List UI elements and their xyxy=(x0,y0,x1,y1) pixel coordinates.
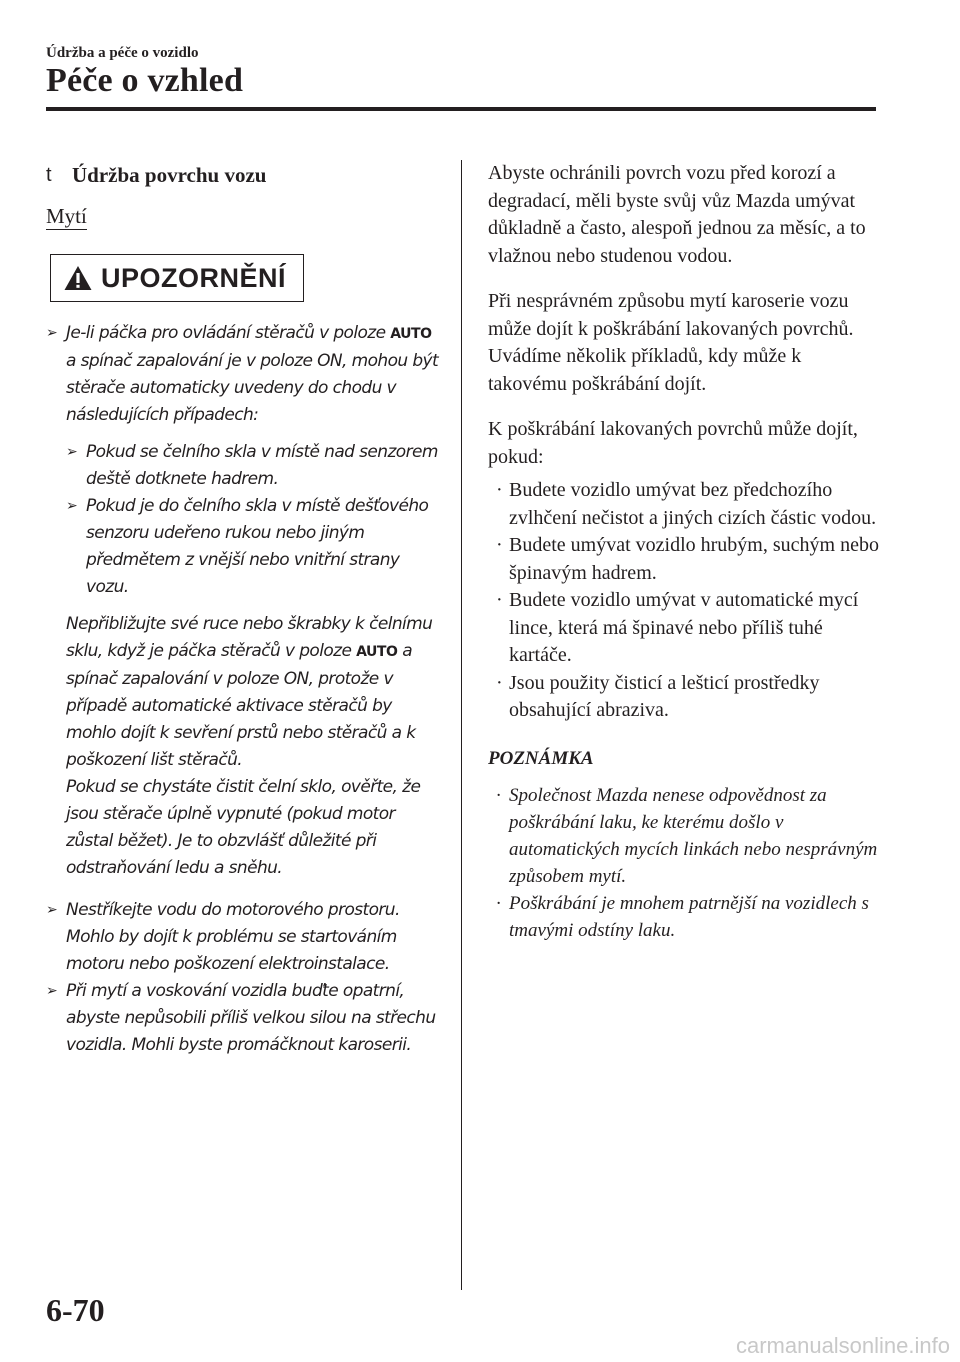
arrow-bullet-icon: ➢ xyxy=(46,325,58,341)
right-column xyxy=(488,160,883,944)
warning-list xyxy=(46,320,441,1059)
list-item: · Budete vozidlo umývat v automatické mycí lince, která má špinavé nebo příliš tuhé kartáče. xyxy=(496,589,859,666)
warning-item xyxy=(46,897,441,978)
watermark: carmanualsonline.info xyxy=(735,1333,950,1358)
warning-item-text: Je-li páčka pro ovládání stěračů v poloze xyxy=(66,323,386,343)
warning-subitem-text: Pokud je do čelního skla v místě dešťového senzoru udeřeno rukou nebo jiným předmětem z vnější nebo vnitřní strany vozu. xyxy=(86,496,429,597)
warning-subitem xyxy=(46,493,441,601)
note-item: · Společnost Mazda nenese odpovědnost za poškrábání laku, ke kterému došlo v automatických mycích linkách nebo nesprávným způsobem mytí. xyxy=(496,785,878,887)
body-paragraph: Abyste ochránili povrch vozu před korozí a degradací, měli byste svůj vůz Mazda umývat důkladně a často, alespoň jednou za měsíc, a to vlažnou nebo studenou vodou. xyxy=(488,162,866,267)
warning-item xyxy=(46,978,441,1059)
body-paragraph: K poškrábání lakovaných povrchů může dojít, pokud: xyxy=(488,418,858,468)
warning-label: UPOZORNĚNÍ xyxy=(101,262,287,293)
breadcrumb: Údržba a péče o vozidlo xyxy=(46,45,199,61)
page-title: Péče o vzhled xyxy=(46,62,244,99)
column-divider xyxy=(461,160,462,1290)
section-heading xyxy=(46,158,441,192)
section-heading-text: Údržba povrchu vozu xyxy=(72,162,267,187)
arrow-bullet-icon: ➢ xyxy=(46,902,58,918)
warning-subitem xyxy=(46,439,441,493)
arrow-bullet-icon: ➢ xyxy=(66,444,78,460)
warning-item-text: Při mytí a voskování vozidla buďte opatrní, abyste nepůsobili příliš velkou silou na střechu vozidla. Mohli byste promáčknout karoserii. xyxy=(66,981,436,1055)
page-number: 6-70 xyxy=(46,1292,105,1328)
warning-item xyxy=(46,320,441,429)
arrow-bullet-icon: ➢ xyxy=(46,983,58,999)
warning-subitem-text: Pokud se čelního skla v místě nad senzorem deště dotknete hadrem. xyxy=(86,442,438,489)
warning-triangle-icon xyxy=(63,264,93,292)
list-item: · Jsou použity čisticí a lešticí prostředky obsahující abraziva. xyxy=(496,671,820,721)
section-marker: t xyxy=(46,163,52,186)
arrow-bullet-icon: ➢ xyxy=(66,498,78,514)
list-item: · Budete umývat vozidlo hrubým, suchým nebo špinavým hadrem. xyxy=(496,534,879,584)
warning-paragraph: Pokud se chystáte čistit čelní sklo, ověřte, že jsou stěrače úplně vypnuté (pokud motor zůstal běžet). Je to obzvlášť důležité při odstraňování ledu a sněhu. xyxy=(66,777,421,878)
warning-item-text: Nestříkejte vodu do motorového prostoru. Mohlo by dojít k problému se startováním motoru nebo poškození elektroinstalace. xyxy=(66,900,400,974)
warning-paragraph: Nepřibližujte své ruce nebo škrabky k čelnímu sklu, když je páčka stěračů v poloze AUTO a spínač zapalování v poloze ON, protože v případě automatické aktivace stěračů by mohlo dojít k sevření prstů nebo stěračů a k poškození lišt stěračů. xyxy=(66,614,433,770)
list-item: · Budete vozidlo umývat bez předchozího zvlhčení nečistot a jiných cizích částic vodou. xyxy=(496,479,877,529)
warning-box xyxy=(50,254,304,302)
header-rule xyxy=(46,107,876,111)
subheading: Mytí xyxy=(46,204,87,228)
warning-item-text: a spínač zapalování je v poloze ON, mohou být stěrače automaticky uvedeny do chodu v následujících případech: xyxy=(66,351,439,425)
note-item: · Poškrábání je mnohem patrnější na vozidlech s tmavými odstíny laku. xyxy=(496,893,869,941)
auto-position-label: AUTO xyxy=(390,326,432,342)
auto-position-label: AUTO xyxy=(356,644,398,660)
note-list xyxy=(488,782,883,944)
left-column xyxy=(46,158,441,1059)
note-heading: POZNÁMKA xyxy=(488,747,594,769)
body-paragraph: Při nesprávném způsobu mytí karoserie vozu může dojít k poškrábání lakovaných povrchů. Uvádíme několik příkladů, kdy může k takovému poškrábání dojít. xyxy=(488,290,854,395)
